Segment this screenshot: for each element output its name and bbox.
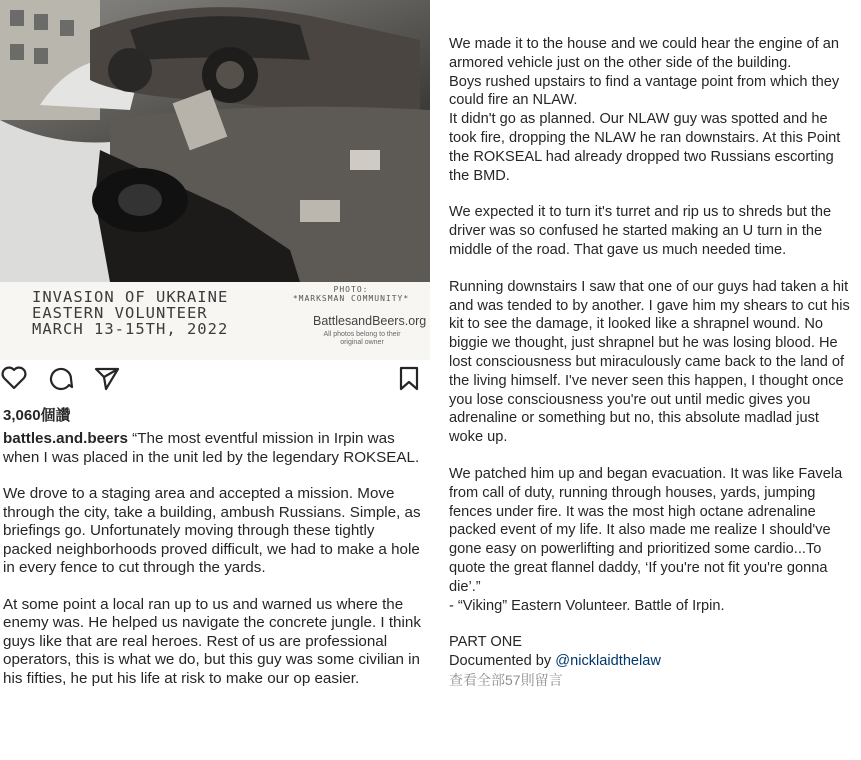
action-bar <box>0 362 430 394</box>
view-comments-link[interactable]: 查看全部57則留言 <box>449 671 563 688</box>
caption-para-3c: It didn't go as planned. Our NLAW guy was spotted and he took fire, dropping the NLAW he ran downstairs. At this Point the ROKSEAL had already dropped two Russians escorting the BMD. <box>449 111 841 184</box>
caption-signoff: - “Viking” Eastern Volunteer. Battle of Irpin. <box>449 597 725 614</box>
like-count[interactable]: 3,060個讚 <box>3 407 71 424</box>
caption-para-3: We made it to the house and we could hear the engine of an armored vehicle just on the other side of the building. <box>449 36 839 71</box>
documented-by <box>449 652 854 671</box>
caption-para-6: We patched him up and began evacuation. It was like Favela from call of duty, running through houses, yards, jumping fences under fire. It was the most high octane adrenaline packed event of my life. It also made me realize I should've gone easy on powerlifting and prioritized some cardio...To quote the great flannel daddy, ‘If you're not fit you're gonna die’.” <box>449 465 843 595</box>
comment-icon[interactable] <box>47 364 75 392</box>
post-caption <box>3 430 423 706</box>
paper-plane-icon[interactable] <box>93 364 121 392</box>
part-label: PART ONE <box>449 634 522 651</box>
caption-intro-text: “The most eventful mission in Irpin was when I was placed in the unit led by the legendary ROKSEAL. <box>3 430 420 466</box>
caption-para-1: We drove to a staging area and accepted a mission. Move through the city, take a building, ambush Russians. Simple, as briefings go. Unfortunately moving through these tightly packed neighborhoods proved difficult, we had to make a hole in every fence to cut through the yards. <box>3 485 421 576</box>
photo-note-1: All photos belong to their <box>323 331 401 338</box>
bookmark-icon[interactable] <box>395 364 423 392</box>
photo-note-2: original owner <box>340 339 384 346</box>
username-link[interactable]: battles.and.beers <box>3 430 128 447</box>
caption-para-4: We expected it to turn it's turret and rip us to shreds but the driver was so confused he started making an U turn in the middle of the road. That gave us much needed time. <box>449 204 832 258</box>
photo-caption-card <box>0 282 430 360</box>
caption-para-5: Running downstairs I saw that one of our guys had taken a hit and was tended to by another. I gave him my shears to cut his kit to see the damage, it looked like a shrapnel wound. No biggie we thought, just shrapnel but he was losing blood. He lost consciousness but miraculously came back to the land of the living himself. I've never seen this happen, I thought once you lose consciousness you're out until medic gives you adrenaline or something but no, this absolute madlad just woke up. <box>449 278 850 446</box>
caption-title-line1: INVASION OF UKRAINE <box>32 288 229 306</box>
heart-icon[interactable] <box>0 364 28 392</box>
caption-intro <box>3 430 423 467</box>
photo-credit: *MARKSMAN COMMUNITY* <box>292 294 410 303</box>
post-photo[interactable] <box>0 0 430 282</box>
caption-para-3b: Boys rushed upstairs to find a vantage point from which they could fire an NLAW. <box>449 73 840 109</box>
caption-title-line2: EASTERN VOLUNTEER <box>32 304 208 322</box>
caption-continued <box>449 35 854 690</box>
documented-prefix: Documented by <box>449 653 556 670</box>
caption-para-2: At some point a local ran up to us and warned us where the enemy was. He helped us navigate the concrete jungle. I think guys like that are real heroes. Rest of us are professional operators, this is what we do, but this guy was some civilian in his fifties, he put his life at risk to make our op easier. <box>3 595 421 687</box>
site-url: BattlesandBeers.org <box>313 314 427 328</box>
photo-scene <box>0 0 430 282</box>
caption-title-line3: MARCH 13-15TH, 2022 <box>32 320 229 338</box>
mention-link[interactable]: @nicklaidthelaw <box>555 653 661 670</box>
photo-label: PHOTO: <box>333 285 369 294</box>
